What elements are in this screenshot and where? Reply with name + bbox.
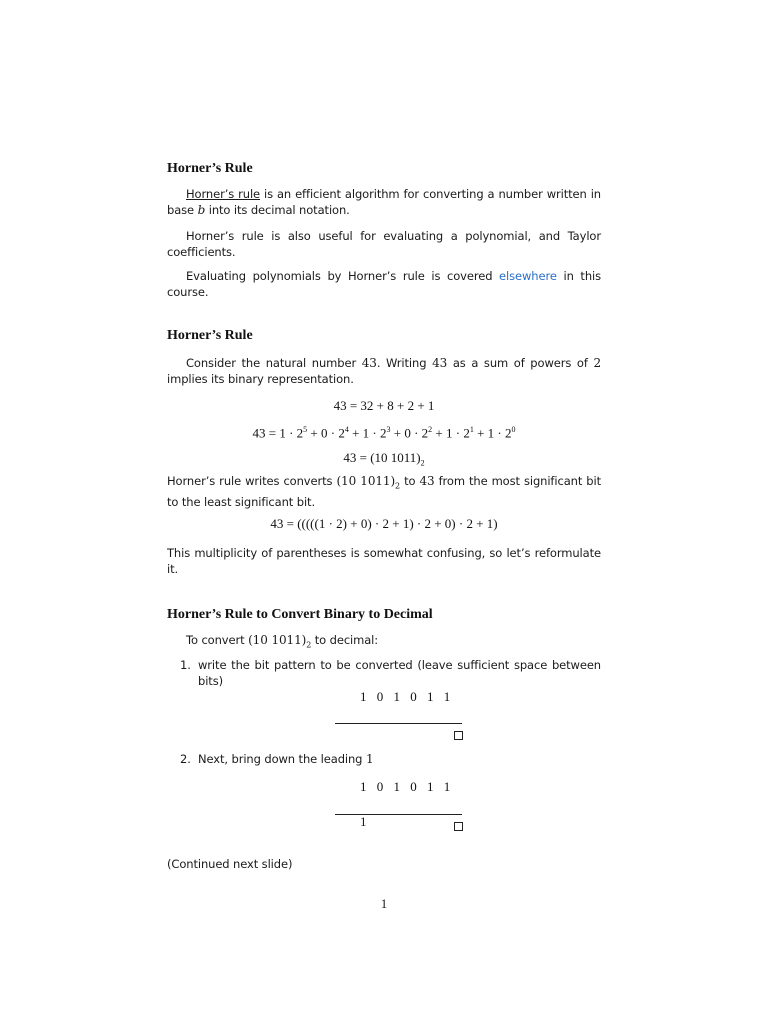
paragraph-to-convert: To convert (10 $1011)_2$ to decimal: (186, 633, 379, 650)
step-number: 2. (180, 752, 191, 766)
list-item-step-2 (180, 751, 601, 767)
result-value: 1 (360, 814, 367, 829)
continued-note: (Continued next slide) (167, 857, 293, 871)
equation-binary-expansion: $43 = 1 \cdot 2^5 + 0 \cdot 2^4 + 1 \cdot 2^3 + 0 \cdot 2^2 + 1 \cdot 2^1 + 1 \cdot 2^0$ (252, 425, 516, 441)
step-number: 1. (180, 658, 191, 672)
qed-box-icon (454, 731, 463, 740)
horizontal-rule-step-1 (335, 723, 462, 724)
paragraph-reformulate: This multiplicity of parentheses is somewhat confusing, so let’s reformulate it. (167, 546, 601, 576)
bit-pattern-step-2: 1 0 1 0 1 1 (360, 779, 451, 794)
step-text: Next, bring down the leading 1 (198, 752, 374, 766)
paragraph-horners-converts: Horner’s rule writes converts (10 $1011)_2$ to 43 from the most significant bit to the least significant bit. (167, 474, 601, 510)
horizontal-rule-step-2 (335, 814, 462, 815)
bit-pattern-step-1: 1 0 1 0 1 1 (360, 689, 451, 704)
qed-box-icon (454, 822, 463, 831)
paragraph-horners-definition: Horner’s rule is an efficient algorithm for converting a number written in base b into its decimal notation. (167, 187, 601, 217)
elsewhere-link[interactable]: elsewhere (499, 269, 557, 283)
step-text: write the bit pattern to be converted (leave sufficient space between bits) (198, 658, 601, 688)
page-number: 1 (380, 896, 388, 911)
paragraph-covered-elsewhere: Evaluating polynomials by Horner’s rule is covered elsewhere in this course. (167, 269, 601, 299)
paragraph-natural-number: Consider the natural number 43. Writing 43 as a sum of powers of 2 implies its binary representation. (167, 356, 601, 386)
list-item-step-1 (180, 657, 601, 689)
paragraph-polynomial-use: Horner’s rule is also useful for evaluating a polynomial, and Taylor coefficients. (167, 229, 601, 259)
horners-rule-link[interactable]: Horner’s rule (186, 187, 261, 201)
equation-binary-representation: 43 = (10 $1011)_2$ (343, 450, 425, 468)
section-title-horners-rule-2: Horner’s Rule (167, 328, 253, 343)
equation-sum-of-powers: 43 = 32 + 8 + 2 + 1 (333, 398, 435, 413)
equation-nested-parentheses: 43 = (((((1 · 2) + 0) · 2 + 1) · 2 + 0) · 2 + 1) (270, 516, 498, 531)
document-page (167, 0, 601, 1024)
section-title-binary-to-decimal: Horner’s Rule to Convert Binary to Decimal (167, 607, 433, 622)
section-title-horners-rule-1: Horner’s Rule (167, 161, 253, 176)
